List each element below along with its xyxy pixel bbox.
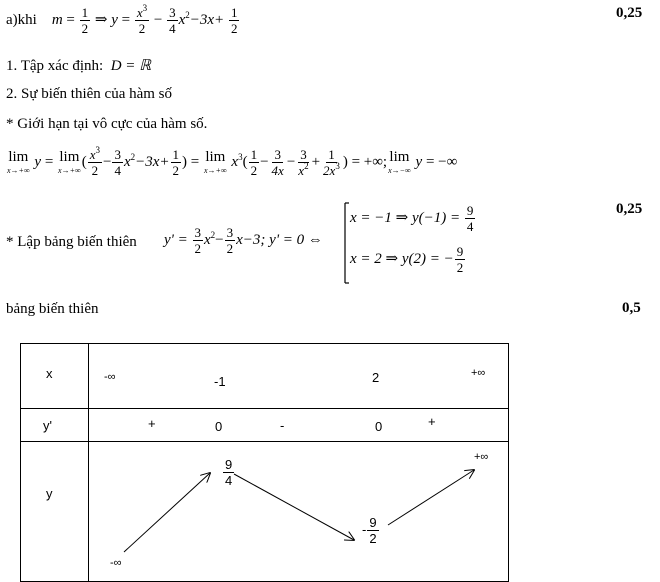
row-label-yprime: y' [43,418,52,433]
yprime-zero-2: 0 [375,419,383,434]
derivative-formula: y' = $\frac{3}{2}$ $x^2-$ $\frac{3}{2}$ x−3; y' = 0 ⇔ [164,225,323,256]
y-plus-inf: +∞ [474,451,489,463]
fraction: $\frac{x^3}{2}$ [136,3,148,36]
fraction: $\frac{1}{2}$ [81,5,89,36]
x-minus-inf: -∞ [104,371,116,383]
x-value-minus1: -1 [214,374,226,389]
case-1: x = −1 ⇒ y(−1) = $\frac{9}{4}$ [350,203,474,234]
arrow-increase-1 [124,473,210,552]
x-value-2: 2 [372,370,380,385]
lim-minus-inf: lim x→−∞ [388,149,411,175]
row-label-x: x [46,366,53,381]
y-max-value: $\frac{9}{4}$ [225,457,233,488]
lim-plus-inf: lim x→+∞ [204,149,227,175]
domain-value: D = ℝ [110,58,152,74]
arrow-decrease [234,474,354,540]
score-a: 0,25 [616,5,643,21]
x-plus-inf: +∞ [471,367,486,379]
yprime-sign-2: - [280,418,285,433]
arrow-increase-2 [388,470,474,525]
section-variation: 2. Sự biến thiên của hàm số [6,86,173,102]
derivative-label: * Lập bảng biến thiên [6,234,137,250]
part-a-line: a)khi m = $\frac{1}{2}$ ⇒ y = $\frac{x^3}{2}$ − $\frac{3}{4}$ $x^2-3x+$ $\frac{1}{2}$ [6,3,238,36]
limits-intro: * Giới hạn tại vô cực của hàm số. [6,116,208,132]
yprime-sign-3: + [428,414,436,429]
yprime-zero-1: 0 [215,419,223,434]
y-minus-inf: -∞ [110,557,122,569]
fraction: $\frac{1}{2}$ [230,5,238,36]
table-title: bảng biến thiên [6,301,99,317]
lim-plus-inf: lim x→+∞ [58,149,81,175]
lim-plus-inf: lim x→+∞ [7,149,30,175]
case-2: x = 2 ⇒ y(2) = − $\frac{9}{2}$ [350,244,464,275]
fraction: $\frac{3}{4}$ [169,5,176,36]
section-domain: 1. Tập xác định: D = ℝ [6,58,152,74]
y-min-value: - $\frac{9}{2}$ [362,515,377,546]
limit-line: lim x→+∞ y = lim x→+∞ ( $\frac{x^3}{2}$ − $\frac{3}{4}$ $x^2-3x+$ $\frac{1}{2}$ ) = lim x→+∞ $x^3$( $\frac{1}{2}$ − $\frac{3}{4x}$ − $\frac{3}{x^2}$ + $\frac{1}{2x^3}$ ) = +∞; lim x→−∞ y = −∞ [7,145,458,178]
score-table: 0,5 [622,300,641,316]
part-label: a)khi [6,11,37,28]
yprime-sign-1: + [148,416,156,431]
row-label-y: y [46,486,53,501]
score-derivative: 0,25 [616,201,643,217]
